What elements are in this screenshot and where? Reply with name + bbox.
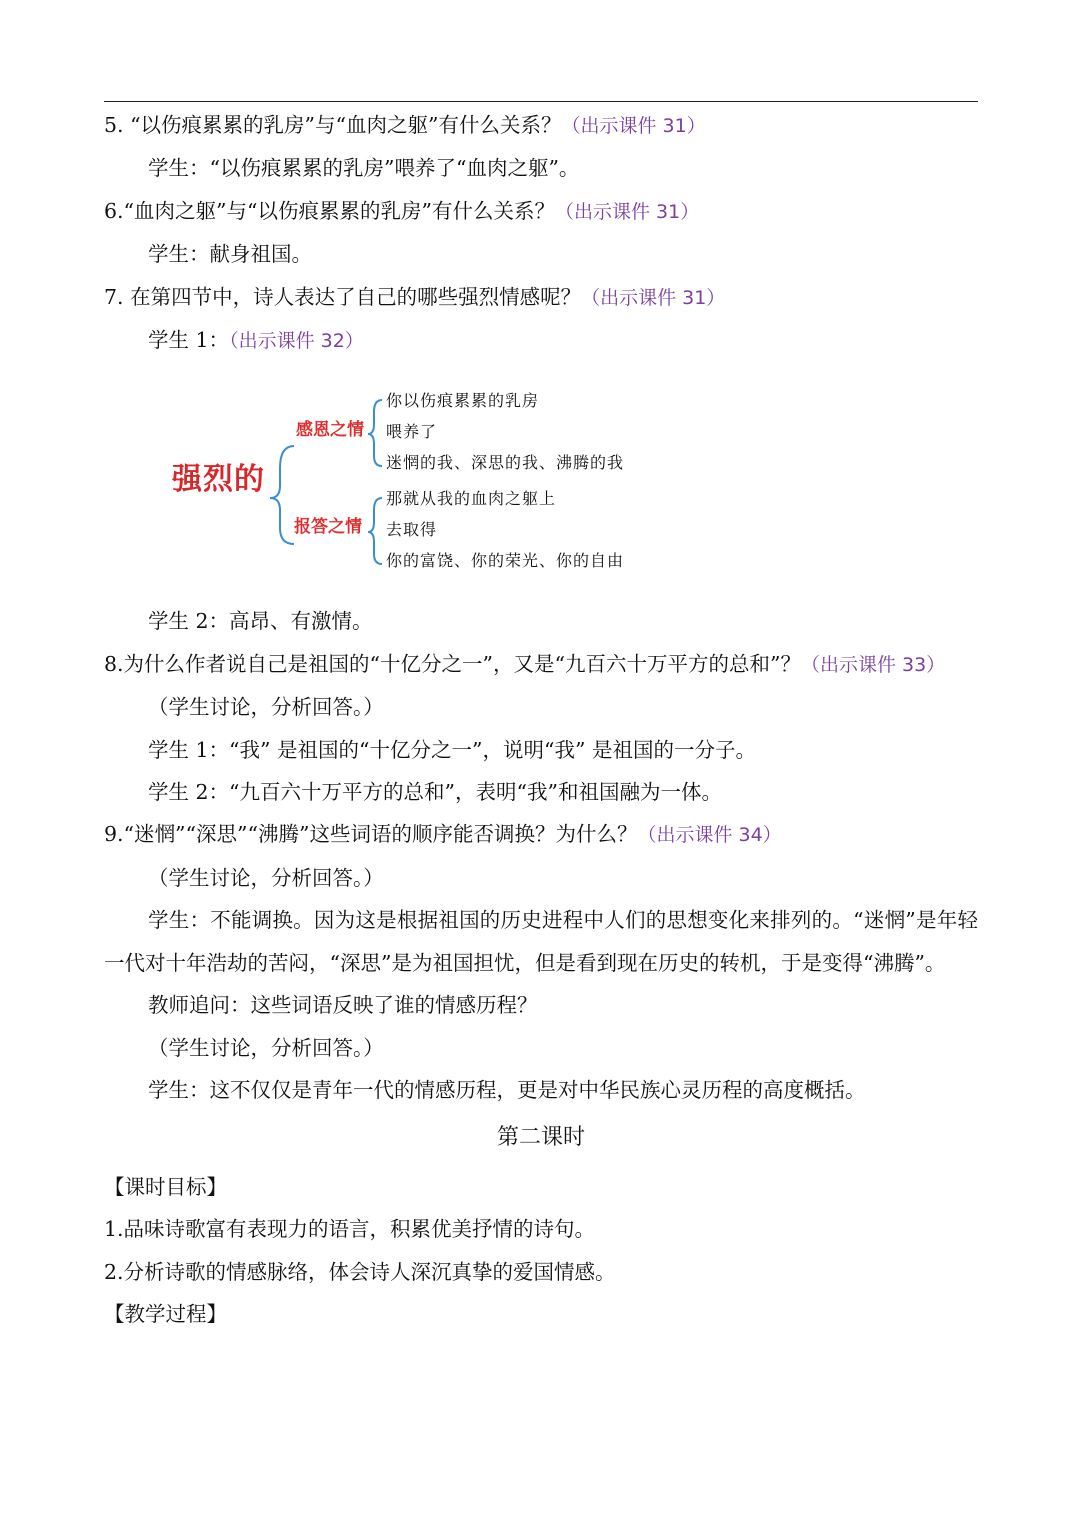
slide-ref: （出示课件 31） [554,200,700,223]
answer-8-student-1: 学生 1：“我” 是祖国的“十亿分之一”，说明“我” 是祖国的一分子。 [148,737,756,762]
section-title: 第二课时 [496,1125,585,1151]
slide-ref: （出示课件 31） [561,115,706,137]
diagram-item: 喂养了 [386,422,438,442]
process-heading: 【教学过程】 [104,1301,227,1326]
answer-5: 学生：“以伤痕累累的乳房”喂养了“血肉之躯”。 [148,156,580,181]
discussion-note: （学生讨论，分析回答。） [148,695,384,720]
goal-item: 1.品味诗歌富有表现力的语言，积累优美抒情的诗句。 [104,1217,596,1242]
diagram-branch-gratitude: 感恩之情 [296,420,364,441]
slide-ref: （出示课件 33） [800,653,946,676]
question-8: 8.为什么作者说自己是祖国的“十亿分之一”，又是“九百六十万平方的总和”？（出示课件 33） [104,651,946,676]
diagram-main-label: 强烈的 [172,462,265,498]
emotion-diagram [104,368,978,600]
diagram-item: 你的富饶、你的荣光、你的自由 [386,551,625,571]
diagram-item: 迷惘的我、深思的我、沸腾的我 [386,453,625,473]
diagram-item: 去取得 [386,520,438,540]
question-6: 6.“血肉之躯”与“以伤痕累累的乳房”有什么关系？（出示课件 31） [104,198,700,223]
discussion-note: （学生讨论，分析回答。） [148,1035,384,1060]
question-9: 9.“迷惘”“深思”“沸腾”这些词语的顺序能否调换？为什么？（出示课件 34） [104,822,782,847]
diagram-branch-repay: 报答之情 [294,517,362,538]
document-body [104,104,978,1335]
lower-brace [368,498,382,564]
goals-heading: 【课时目标】 [104,1174,227,1199]
question-5: 5. “以伤痕累累的乳房”与“血肉之躯”有什么关系？（出示课件 31） [104,113,706,137]
upper-brace [368,400,382,466]
teacher-followup: 教师追问：这些词语反映了谁的情感历程？ [148,993,538,1018]
goal-item: 2.分析诗歌的情感脉络，体会诗人深沉真挚的爱国情感。 [104,1259,616,1284]
header-rule [104,101,978,102]
slide-ref: （出示课件 31） [581,286,726,309]
slide-ref: （出示课件 32） [229,330,364,353]
answer-followup: 学生：这不仅仅是青年一代的情感历程，更是对中华民族心灵历程的高度概括。 [148,1077,866,1102]
answer-6: 学生：献身祖国。 [148,242,312,267]
answer-8-student-2: 学生 2：“九百六十万平方的总和”，表明“我”和祖国融为一体。 [148,780,722,805]
main-brace [270,446,294,544]
diagram-item: 那就从我的血肉之躯上 [386,489,557,509]
question-7: 7. 在第四节中，诗人表达了自己的哪些强烈情感呢？（出示课件 31） [104,284,726,309]
discussion-note: （学生讨论，分析回答。） [148,865,384,890]
answer-7-student-1: 学生 1：（出示课件 32） [148,328,364,353]
diagram-item: 你以伤痕累累的乳房 [386,391,540,411]
answer-7-student-2: 学生 2：高昂、有激情。 [148,609,373,634]
answer-9: 学生：不能调换。因为这是根据祖国的历史进程中人们的思想变化来排列的。“迷惘”是年轻一代对十年浩劫的苦闷，“深思”是为祖国担忧，但是看到现在历史的转机，于是变得“沸腾”。 [104,908,978,975]
slide-ref: （出示课件 34） [637,824,782,847]
